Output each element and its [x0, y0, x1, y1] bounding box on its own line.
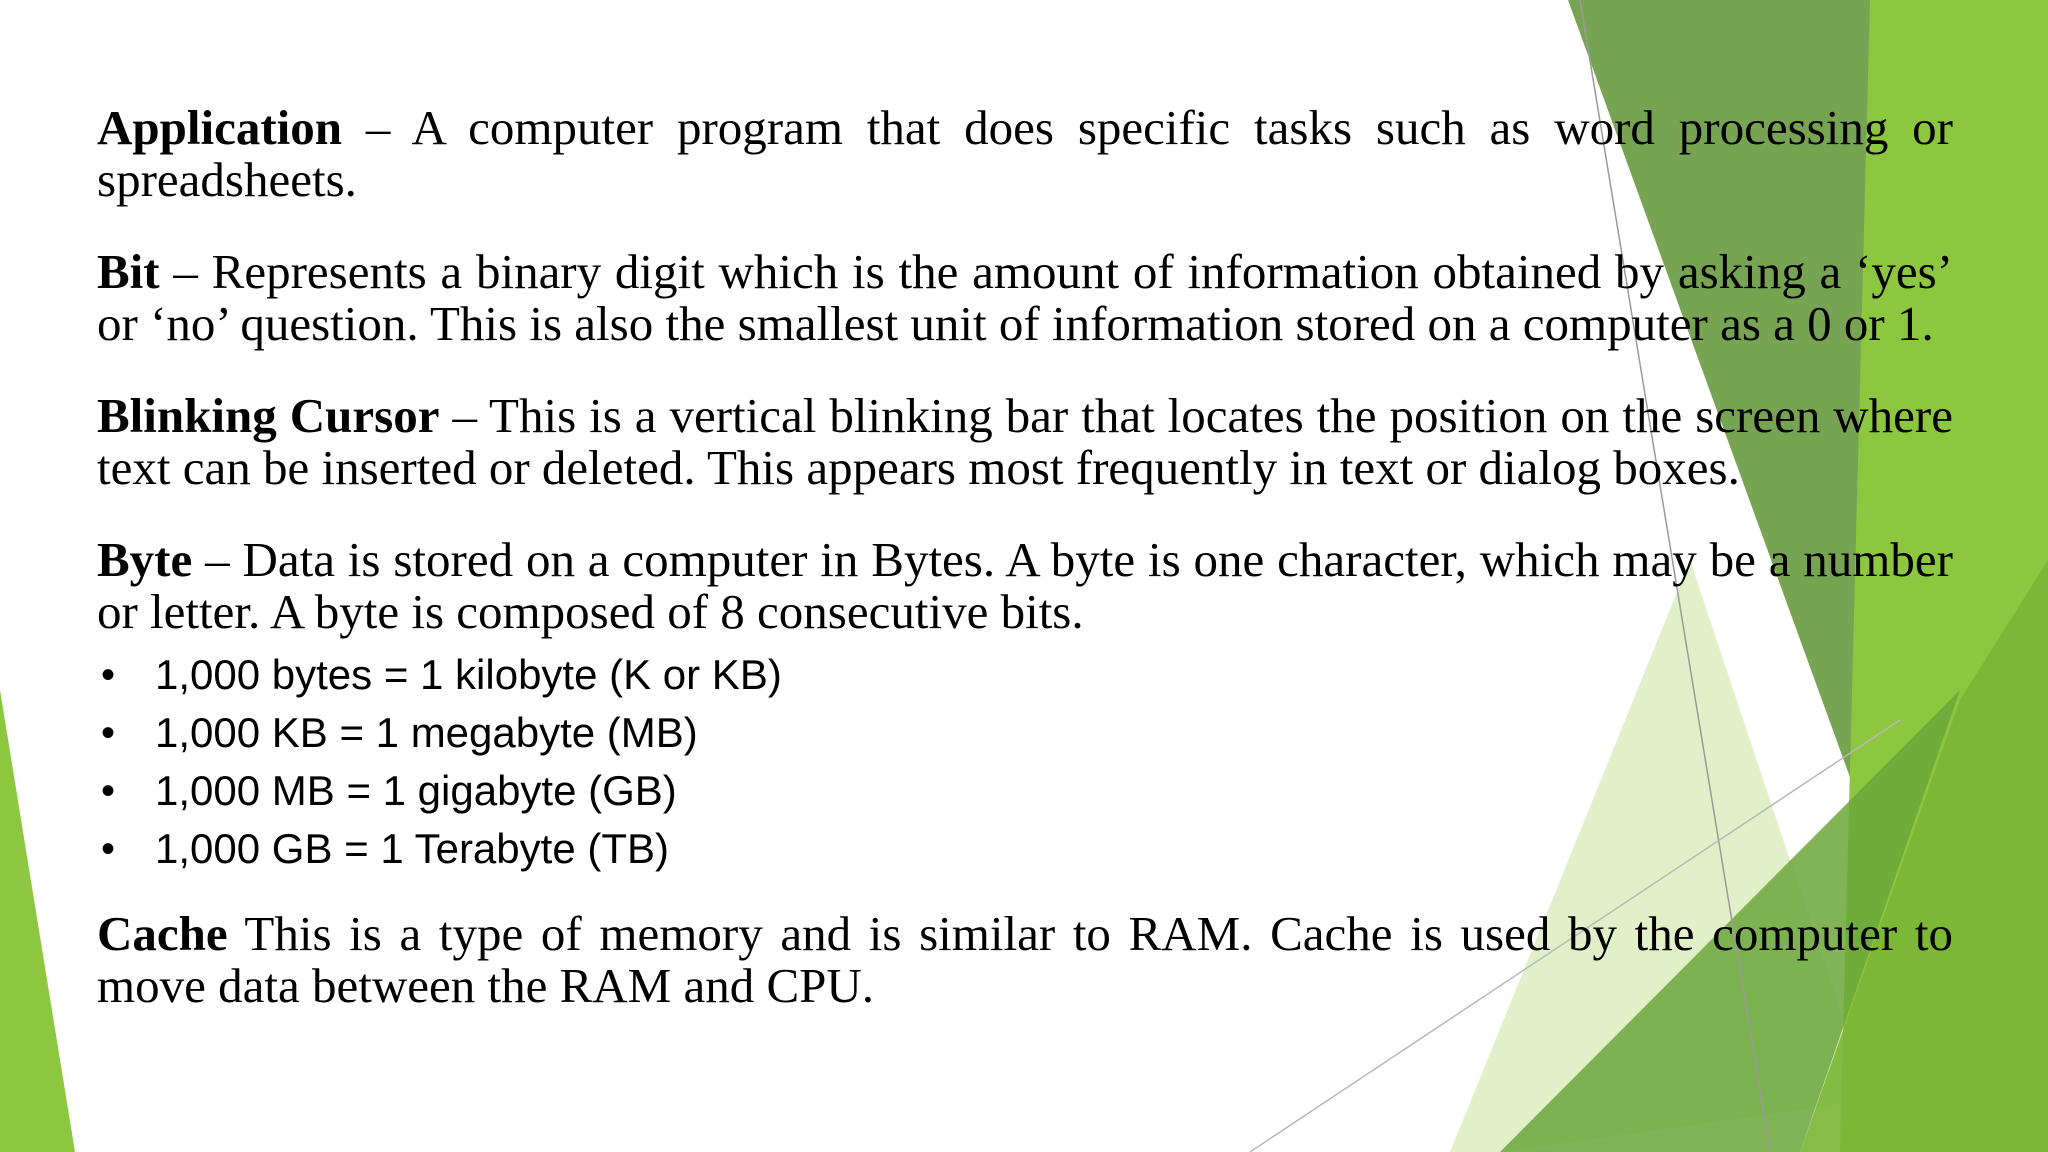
- bullet-icon: •: [101, 769, 116, 813]
- definition: – This is a vertical blinking bar that locates the position on the screen where text can be inserted or deleted. This appears most frequently in text or dialog boxes.: [97, 388, 1954, 495]
- definition: – A computer program that does specific tasks such as word processing or spreadsheets.: [97, 100, 1953, 207]
- term: Bit: [97, 244, 160, 299]
- left-green-sliver: [0, 690, 75, 1152]
- definition: This is a type of memory and is similar to RAM. Cache is used by the computer to move data between the RAM and CPU.: [97, 906, 1953, 1013]
- entry-application: [97, 102, 1953, 206]
- entry-bit: [97, 246, 1953, 350]
- term: Byte: [97, 532, 193, 587]
- list-item: • 1,000 KB = 1 megabyte (MB): [97, 704, 1953, 762]
- definition: – Data is stored on a computer in Bytes. A byte is one character, which may be a number or letter. A byte is composed of 8 consecutive bits.: [97, 532, 1953, 639]
- glossary: [97, 102, 1953, 1052]
- bullet-icon: •: [101, 653, 116, 697]
- entry-byte: [97, 534, 1953, 638]
- bullet-icon: •: [101, 711, 116, 755]
- entry-blinking-cursor: [97, 390, 1953, 494]
- list-item: • 1,000 GB = 1 Terabyte (TB): [97, 820, 1953, 878]
- entry-cache: [97, 908, 1953, 1012]
- definition: – Represents a binary digit which is the amount of information obtained by asking a ‘yes’ or ‘no’ question. This is also the smallest unit of information stored on a computer as a 0 or 1.: [97, 244, 1953, 351]
- term: Blinking Cursor: [97, 388, 440, 443]
- byte-units-list: [97, 646, 1953, 878]
- list-item: • 1,000 MB = 1 gigabyte (GB): [97, 762, 1953, 820]
- bullet-icon: •: [101, 827, 116, 871]
- list-item: • 1,000 bytes = 1 kilobyte (K or KB): [97, 646, 1953, 704]
- term: Application: [97, 100, 343, 155]
- term: Cache: [97, 906, 228, 961]
